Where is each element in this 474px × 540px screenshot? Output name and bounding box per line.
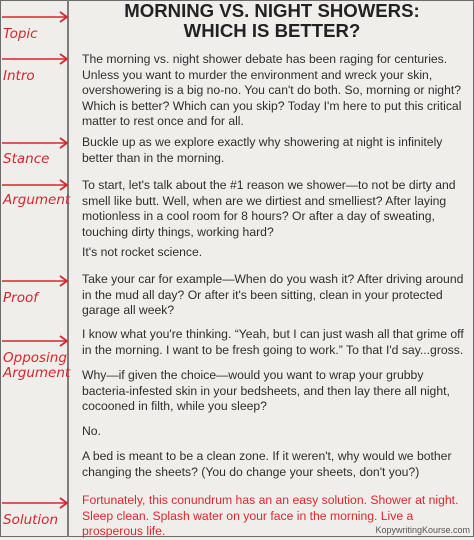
margin-divider: [67, 0, 69, 537]
label-solution: Solution: [3, 512, 58, 528]
paragraph-proof: Take your car for example—When do you wash it? After driving around in the mud all day? Or after it's been sitting, clean in your protected garage all week?: [82, 272, 464, 318]
paragraph-intro: The morning vs. night shower debate has been raging for centuries. Unless you want to murder the environment and wreck your skin, overshowering is a big no-no. You can't do both. So, morning or night? Which is better? Which can you skip? Today I'm here to put this critical matter to rest once and for all.: [82, 52, 462, 129]
paragraph-opposing: I know what you're thinking. “Yeah, but I can just wash all that grime off in the morning. I want to be fresh going to work.” To that I'd say...gross.: [82, 327, 464, 357]
paragraph-stance: Buckle up as we explore exactly why showering at night is infinitely better than in the morning.: [82, 135, 443, 165]
title-line-2: WHICH IS BETTER?: [183, 20, 361, 41]
paragraph-solution: Fortunately, this conundrum has an an easy solution. Shower at night. Sleep clean. Splash water on your face in the morning. Live a prosperous life.: [82, 493, 459, 539]
watermark: KopywritingKourse.com: [375, 525, 470, 535]
arrow-intro-icon: [0, 52, 72, 66]
label-topic: Topic: [3, 26, 38, 42]
page-title: [74, 1, 470, 41]
arrow-stance-icon: [0, 136, 72, 150]
arrow-solution-icon: [0, 496, 72, 510]
arrow-argument-icon: [0, 178, 72, 192]
label-stance: Stance: [3, 151, 50, 167]
arrow-proof-icon: [0, 274, 72, 288]
label-opposing-line-1: Opposing: [3, 350, 67, 366]
arrow-topic-icon: [0, 10, 72, 24]
paragraph-no: No.: [82, 424, 101, 438]
paragraph-clean-zone: A bed is meant to be a clean zone. If it weren't, why would we bother changing the sheets? (You do change your sheets, don't you?): [82, 449, 452, 479]
paragraph-rebuttal: Why—if given the choice—would you want to wrap your grubby bacteria-infested skin in your bedsheets, and then lay there all night, cocooned in filth, while you sleep?: [82, 368, 450, 414]
title-line-1: MORNING VS. NIGHT SHOWERS:: [124, 0, 420, 21]
label-intro: Intro: [3, 68, 35, 84]
label-argument: Argument: [3, 192, 71, 208]
paragraph-aside: It's not rocket science.: [82, 245, 203, 259]
label-proof: Proof: [3, 290, 38, 306]
label-opposing-line-2: Argument: [3, 365, 71, 381]
arrow-opposing-icon: [0, 334, 72, 348]
label-opposing-argument: [3, 351, 70, 381]
paragraph-argument: To start, let's talk about the #1 reason we shower—to not be dirty and smell like butt. Well, when are we dirtiest and smelliest? After laying motionless in a cool room for 8 hours? Or after a day of sweating, touching dirty things, working hard?: [82, 178, 456, 239]
